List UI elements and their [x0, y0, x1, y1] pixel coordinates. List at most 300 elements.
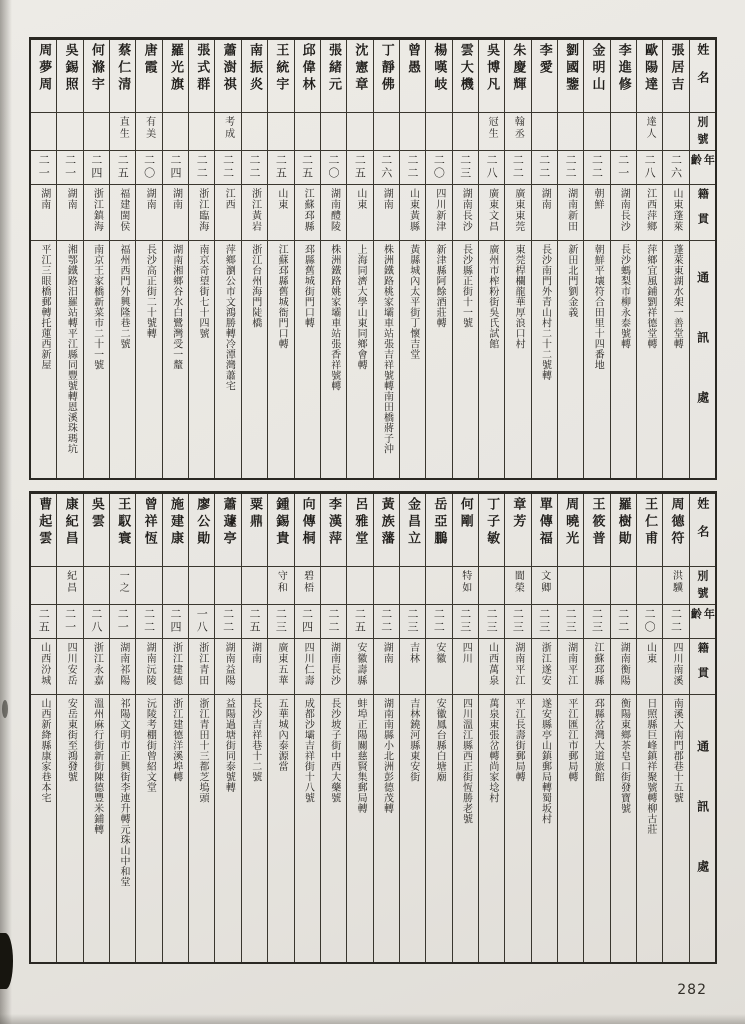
person-address-text: 福州西門外興隆巷二號: [118, 244, 130, 349]
person-origin: [637, 185, 662, 241]
person-age-text: 二三: [590, 608, 604, 634]
person-name: [479, 494, 504, 567]
person-origin-text: 廣東東莞: [512, 188, 524, 232]
person-alias: [110, 567, 135, 605]
person-origin: [347, 185, 372, 241]
person-address: [505, 241, 530, 478]
person-origin-text: 湖南沅陵: [144, 642, 156, 686]
person-column: [56, 494, 82, 962]
person-name-text: 王筱普: [589, 497, 605, 548]
person-age: [453, 605, 478, 639]
person-name: [189, 40, 214, 113]
person-age: [136, 605, 161, 639]
person-alias: [453, 567, 478, 605]
person-name-text: 吳博凡: [484, 43, 500, 94]
person-origin-text: 江蘇邳縣: [302, 188, 314, 232]
person-name: [215, 40, 240, 113]
person-age-text: 二六: [669, 154, 683, 180]
person-name: [189, 494, 214, 567]
person-origin: [295, 185, 320, 241]
person-name: [505, 40, 530, 113]
person-column: [399, 494, 425, 962]
person-age-text: 二六: [379, 154, 393, 180]
person-address: [321, 241, 346, 478]
person-origin-text: 湖南平江: [565, 642, 577, 686]
person-origin: [321, 185, 346, 241]
person-age-text: 二二: [616, 608, 630, 634]
person-alias: [84, 567, 109, 605]
person-origin-text: 湖南醴陵: [328, 188, 340, 232]
person-address: [189, 241, 214, 478]
person-alias-text: 文卿: [538, 570, 550, 594]
person-alias-text: 一之: [117, 570, 129, 594]
person-name: [453, 494, 478, 567]
person-age: [505, 605, 530, 639]
person-name: [637, 494, 662, 567]
person-origin-text: 四川安岳: [65, 642, 77, 686]
person-address: [163, 241, 188, 478]
person-address: [637, 695, 662, 962]
row-header-address: [690, 695, 715, 962]
row-header-name: [690, 494, 715, 567]
person-name-text: 黃族藩: [378, 497, 394, 548]
person-origin: [215, 185, 240, 241]
person-alias: [347, 113, 372, 151]
person-origin-text: 山東蓬萊: [670, 188, 682, 232]
person-alias: [453, 113, 478, 151]
person-alias: [242, 113, 267, 151]
person-column: [504, 40, 530, 478]
row-header-origin-text: 籍貫: [696, 642, 710, 692]
person-age-text: 二一: [616, 154, 630, 180]
person-address: [426, 241, 451, 478]
row-header-address-text: 通訊處: [695, 271, 710, 451]
person-column: [504, 494, 530, 962]
person-alias: [31, 113, 56, 151]
person-address-text: 湖南南縣小北洲彭德茂轉: [381, 698, 393, 814]
person-address-text: 長沙坡子街中西大藥號: [328, 698, 340, 803]
person-origin: [663, 185, 688, 241]
person-alias: [110, 113, 135, 151]
person-name-text: 朱慶輝: [510, 43, 526, 94]
person-age-text: 二一: [37, 154, 51, 180]
person-name: [84, 40, 109, 113]
person-address-text: 蚌埠正陽關慈賢集郵局轉: [355, 698, 367, 814]
person-alias: [295, 113, 320, 151]
person-alias-text: 碧梧: [301, 570, 313, 594]
person-name-text: 吳錫照: [62, 43, 78, 94]
person-name: [57, 494, 82, 567]
person-address: [321, 695, 346, 962]
person-age: [347, 151, 372, 185]
person-age-text: 二五: [37, 608, 51, 634]
person-name: [374, 494, 399, 567]
person-address-text: 長沙螞梨市柳永泰號轉: [618, 244, 630, 349]
person-alias: [189, 113, 214, 151]
person-address-text: 浙江台州海門陡橋: [249, 244, 261, 328]
person-name-text: 蕭蘧亭: [220, 497, 236, 548]
person-age: [374, 151, 399, 185]
person-name: [31, 40, 56, 113]
person-name: [479, 40, 504, 113]
person-age-text: 二二: [590, 154, 604, 180]
person-alias: [374, 567, 399, 605]
person-name-text: 康紀昌: [62, 497, 78, 548]
person-name-text: 王統宇: [273, 43, 289, 94]
person-address-text: 溫州麻行街新街陳德豐米鋪轉: [91, 698, 103, 835]
row-header-alias-text: 別號: [695, 116, 709, 150]
person-name-text: 李進修: [615, 43, 631, 94]
person-address: [347, 695, 372, 962]
person-age-text: 二四: [168, 154, 182, 180]
person-age: [268, 151, 293, 185]
person-origin: [426, 639, 451, 695]
person-name: [663, 40, 688, 113]
person-origin: [57, 639, 82, 695]
person-name-text: 歐陽達: [642, 43, 658, 94]
person-origin: [189, 639, 214, 695]
person-origin-text: 吉林: [407, 642, 419, 664]
person-alias: [321, 113, 346, 151]
person-origin-text: 朝鮮: [591, 188, 603, 210]
person-address-text: 日照縣巨峰鎮祥聚號轉柳古莊: [644, 698, 656, 835]
person-column: [31, 494, 56, 962]
person-alias: [584, 113, 609, 151]
person-alias: [347, 567, 372, 605]
person-age: [242, 151, 267, 185]
person-address: [295, 695, 320, 962]
person-age-text: 二五: [353, 608, 367, 634]
person-origin: [295, 639, 320, 695]
person-name: [295, 494, 320, 567]
person-origin-text: 浙江青田: [196, 642, 208, 686]
person-age: [242, 605, 267, 639]
person-name: [321, 494, 346, 567]
person-name-text: 岳亞鵬: [431, 497, 447, 548]
person-address: [268, 695, 293, 962]
person-address-text: 浙江建德洋溪埠轉: [170, 698, 182, 782]
person-name-text: 向傳桐: [299, 497, 315, 548]
person-column: [267, 40, 293, 478]
person-alias: [57, 113, 82, 151]
person-address-text: 沅陵考棚街曾紹文堂: [144, 698, 156, 793]
person-alias: [558, 113, 583, 151]
row-header-age-text: 年齡: [689, 608, 715, 625]
person-age: [321, 151, 346, 185]
person-name: [321, 40, 346, 113]
person-age-text: 二四: [168, 608, 182, 634]
person-column: [188, 494, 214, 962]
person-age-text: 二二: [247, 154, 261, 180]
person-age-text: 二四: [300, 608, 314, 634]
person-origin-text: 湖南: [38, 188, 50, 210]
person-origin: [532, 639, 557, 695]
person-origin-text: 福建閩侯: [117, 188, 129, 232]
person-name-text: 曾愚: [405, 43, 421, 77]
person-age: [189, 605, 214, 639]
person-column: [636, 40, 662, 478]
person-name: [347, 494, 372, 567]
person-origin: [189, 185, 214, 241]
person-origin: [400, 639, 425, 695]
person-name-text: 周曉光: [563, 497, 579, 548]
person-address-text: 衡陽東鄉茶皂口街發寶號: [618, 698, 630, 814]
person-address: [584, 241, 609, 478]
person-age: [57, 151, 82, 185]
person-origin: [136, 639, 161, 695]
person-origin-text: 湖南祁陽: [117, 642, 129, 686]
person-age: [558, 151, 583, 185]
person-address: [136, 241, 161, 478]
person-age: [321, 605, 346, 639]
person-column: [294, 494, 320, 962]
person-address-text: 南溪大南門郡巷十五號: [671, 698, 683, 803]
person-age-text: 二八: [485, 154, 499, 180]
person-origin: [57, 185, 82, 241]
person-address: [663, 695, 688, 962]
person-origin: [242, 639, 267, 695]
person-address: [110, 241, 135, 478]
person-age-text: 二八: [89, 608, 103, 634]
person-address: [136, 695, 161, 962]
person-column: [346, 494, 372, 962]
person-age-text: 二四: [89, 154, 103, 180]
person-column: [214, 494, 240, 962]
person-name-text: 蔡仁清: [115, 43, 131, 94]
person-origin: [505, 639, 530, 695]
person-age-text: 一八: [195, 608, 209, 634]
person-alias: [136, 567, 161, 605]
person-address: [268, 241, 293, 478]
person-name: [584, 40, 609, 113]
person-origin: [479, 639, 504, 695]
person-age-text: 二五: [116, 154, 130, 180]
person-age-text: 二五: [300, 154, 314, 180]
person-column: [610, 494, 636, 962]
person-alias: [268, 113, 293, 151]
person-column: [188, 40, 214, 478]
person-column: [83, 40, 109, 478]
person-address-text: 長沙南門外青山村二十二號轉: [539, 244, 551, 381]
person-age: [163, 605, 188, 639]
person-name-text: 施建康: [167, 497, 183, 548]
person-origin-text: 湖南: [170, 188, 182, 210]
person-origin-text: 湖南: [381, 642, 393, 664]
person-age-text: 二二: [511, 154, 525, 180]
person-origin: [426, 185, 451, 241]
person-name-text: 曹起雲: [36, 497, 52, 548]
person-alias: [321, 567, 346, 605]
person-name: [242, 494, 267, 567]
person-age: [611, 151, 636, 185]
person-age: [663, 605, 688, 639]
person-age-text: 二三: [485, 608, 499, 634]
person-origin: [163, 185, 188, 241]
person-name-text: 劉國鑒: [563, 43, 579, 94]
person-column: [610, 40, 636, 478]
person-name: [611, 40, 636, 113]
person-column: [662, 494, 688, 962]
person-age: [110, 605, 135, 639]
person-name: [611, 494, 636, 567]
person-alias: [479, 567, 504, 605]
person-origin: [637, 639, 662, 695]
person-address: [558, 695, 583, 962]
person-age-text: 二八: [643, 154, 657, 180]
person-address-text: 平江匯江市郵局轉: [565, 698, 577, 782]
person-alias: [426, 567, 451, 605]
person-address-text: 遂安縣亭山鎮郵局轉蜀坂村: [539, 698, 551, 824]
person-column: [56, 40, 82, 478]
person-age: [400, 151, 425, 185]
person-address: [453, 695, 478, 962]
row-header-age: [690, 605, 715, 639]
person-column: [294, 40, 320, 478]
person-address: [347, 241, 372, 478]
person-age: [215, 605, 240, 639]
person-age-text: 二二: [432, 608, 446, 634]
person-name-text: 張緒元: [326, 43, 342, 94]
person-age: [136, 151, 161, 185]
person-alias-text: 守和: [275, 570, 287, 594]
person-origin: [84, 185, 109, 241]
person-name: [347, 40, 372, 113]
person-address-text: 吉林鐃河縣東安街: [407, 698, 419, 782]
person-age-text: 二二: [195, 154, 209, 180]
person-name: [268, 494, 293, 567]
scan-binding-shadow: [0, 0, 12, 1024]
person-age-text: 二〇: [643, 608, 657, 634]
person-origin-text: 山西萬泉: [486, 642, 498, 686]
person-origin-text: 浙江建德: [170, 642, 182, 686]
person-alias: [215, 567, 240, 605]
person-age: [84, 151, 109, 185]
person-column: [399, 40, 425, 478]
person-name: [84, 494, 109, 567]
person-age: [374, 605, 399, 639]
person-address: [295, 241, 320, 478]
person-name-text: 李愛: [536, 43, 552, 77]
person-name: [374, 40, 399, 113]
person-address: [453, 241, 478, 478]
person-age: [426, 605, 451, 639]
person-name-text: 王仁甫: [642, 497, 658, 548]
person-origin-text: 湖南長沙: [460, 188, 472, 232]
row-header-column: [689, 494, 715, 962]
person-name-text: 羅樹勛: [615, 497, 631, 548]
person-column: [425, 40, 451, 478]
person-alias: [637, 113, 662, 151]
person-name-text: 金昌立: [405, 497, 421, 548]
person-column: [135, 494, 161, 962]
person-age-text: 二二: [142, 608, 156, 634]
person-address-text: 廣州市榨粉街吳氏試館: [486, 244, 498, 349]
person-address: [479, 695, 504, 962]
person-origin-text: 湖南: [539, 188, 551, 210]
person-origin-text: 山東: [644, 642, 656, 664]
person-column: [214, 40, 240, 478]
person-address-text: 黃縣城內太平街丁懷吉堂: [407, 244, 419, 360]
person-name: [558, 40, 583, 113]
person-address: [84, 695, 109, 962]
person-origin: [453, 639, 478, 695]
person-origin: [268, 639, 293, 695]
person-origin-text: 山東: [354, 188, 366, 210]
person-column: [241, 40, 267, 478]
person-name-text: 張居吉: [668, 43, 684, 94]
person-age: [584, 151, 609, 185]
person-name-text: 蕭澍祺: [220, 43, 236, 94]
person-address-text: 浙江青田十三都芝塢頭: [197, 698, 209, 803]
person-alias-text: 達人: [644, 116, 656, 140]
person-column: [109, 494, 135, 962]
person-address: [532, 695, 557, 962]
person-origin: [505, 185, 530, 241]
person-alias-text: 紀昌: [64, 570, 76, 594]
person-origin-text: 山東黃縣: [407, 188, 419, 232]
person-origin-text: 四川: [460, 642, 472, 664]
person-column: [373, 40, 399, 478]
person-age: [189, 151, 214, 185]
person-age-text: 二三: [564, 608, 578, 634]
person-name: [426, 40, 451, 113]
person-alias: [242, 567, 267, 605]
person-address-text: 東莞桿欄龍華厚浪口村: [513, 244, 525, 349]
person-address-text: 長沙高正街二十號轉: [144, 244, 156, 339]
person-name: [505, 494, 530, 567]
person-address: [163, 695, 188, 962]
person-origin: [31, 639, 56, 695]
person-alias: [374, 113, 399, 151]
person-age: [479, 151, 504, 185]
person-name-text: 張式群: [194, 43, 210, 94]
person-origin: [558, 639, 583, 695]
person-address-text: 邳縣岔灣大道旅館: [592, 698, 604, 782]
person-column: [135, 40, 161, 478]
person-alias: [215, 113, 240, 151]
row-header-alias: [690, 567, 715, 605]
person-address: [479, 241, 504, 478]
person-origin-text: 浙江黃岩: [249, 188, 261, 232]
person-origin-text: 浙江臨海: [196, 188, 208, 232]
person-address: [532, 241, 557, 478]
person-age-text: 二二: [669, 608, 683, 634]
person-address-text: 益陽過塘街同泰號轉: [223, 698, 235, 793]
person-address: [189, 695, 214, 962]
person-address-text: 株洲鐵路桃家壩車站張吉祥號轉南田橋蔣子沖: [381, 244, 393, 454]
person-origin-text: 廣東五華: [275, 642, 287, 686]
person-age: [611, 605, 636, 639]
person-alias-text: 洪驥: [670, 570, 682, 594]
person-address-text: 南京王家橋新菜市二十一號: [91, 244, 103, 370]
person-age: [453, 151, 478, 185]
person-alias: [637, 567, 662, 605]
person-age: [532, 605, 557, 639]
person-name-text: 呂雅堂: [352, 497, 368, 548]
person-alias: [663, 567, 688, 605]
person-age: [268, 605, 293, 639]
person-alias: [584, 567, 609, 605]
person-name-text: 李漢萍: [326, 497, 342, 548]
person-address-text: 安徽鳳台縣白塘廟: [434, 698, 446, 782]
person-address: [57, 241, 82, 478]
person-alias: [31, 567, 56, 605]
person-age-text: 二二: [221, 608, 235, 634]
person-name-text: 沈憲章: [352, 43, 368, 94]
row-header-age: [690, 151, 715, 185]
person-alias: [505, 113, 530, 151]
person-column: [478, 40, 504, 478]
